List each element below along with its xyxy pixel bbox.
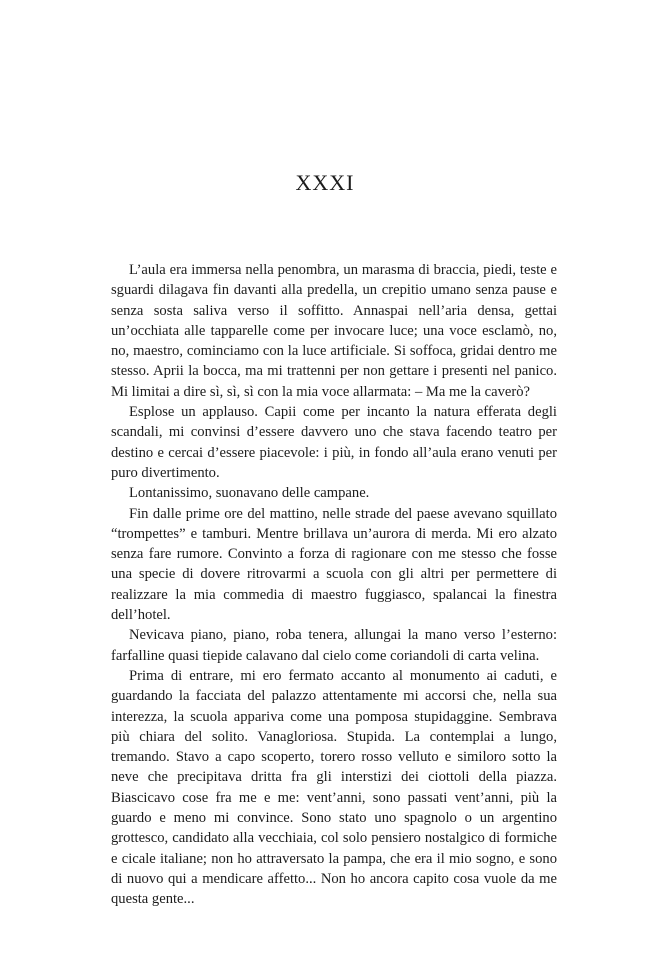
chapter-body [111, 260, 557, 910]
paragraph-4: Fin dalle prime ore del mattino, nelle strade del paese avevano squillato “trompettes” e tamburi. Mentre brillava un’aurora di merda. Mi ero alzato senza fare rumore. Convinto a forza di ragionare con me stesso che fosse una specie di dovere ritrovarmi a scuola con gli altri per permettere di realizzare la mia commedia di maestro fuggiasco, spalancai la finestra dell’hotel. [111, 505, 557, 624]
paragraph-6: Prima di entrare, mi ero fermato accanto al monumento ai caduti, e guardando la facciata del palazzo attentamente mi accorsi che, nella sua interezza, la scuola appariva come una pomposa stupidaggine. Sembrava più chiara del solito. Vanagloriosa. Stupida. La contemplai a lungo, tremando. Stavo a capo scoperto, torero rosso velluto e similoro sotto la neve che precipitava dritta fra gli interstizi dei ciottoli della piazza. Biascicavo cose fra me e me: vent’anni, sono passati vent’anni, più la guardo e meno mi convince. Sono stato uno spagnolo o un argentino grottesco, candidato alla vecchiaia, col solo pensiero nostalgico di formiche e cicale italiane; non ho attraversato la pampa, che era il mio sogno, e sono di nuovo qui a mendicare affetto... Non ho ancora capito cosa vuole da me questa gente... [111, 667, 557, 908]
paragraph-3: Lontanissimo, suonavano delle campane. [129, 485, 370, 502]
paragraph-5: Nevicava piano, piano, roba tenera, allungai la mano verso l’esterno: farfalline quasi tiepide calavano dal cielo come coriandoli di carta velina. [111, 627, 557, 664]
paragraph-1: L’aula era immersa nella penombra, un marasma di braccia, piedi, teste e sguardi dilagava fin davanti alla predella, un crepitio umano senza pause e senza sosta saliva verso il soffitto. Annaspai nell’aria densa, gettai un’occhiata alle tapparelle come per invocare luce; una voce esclamò, no, no, maestro, cominciamo con la luce artificiale. Si soffoca, gridai dentro me stesso. Aprii la bocca, ma mi trattenni per non gettare i presenti nel panico. Mi limitai a dire sì, sì, sì con la mia voce allarmata: – Ma me la caverò? [111, 262, 557, 400]
paragraph-2: Esplose un applauso. Capii come per incanto la natura efferata degli scandali, mi convinsi d’essere davvero uno che stava facendo teatro per destino e cercai d’essere piacevole: i più, in fondo all’aula erano venuti per puro divertimento. [111, 404, 557, 481]
chapter-title: XXXI [295, 170, 355, 195]
